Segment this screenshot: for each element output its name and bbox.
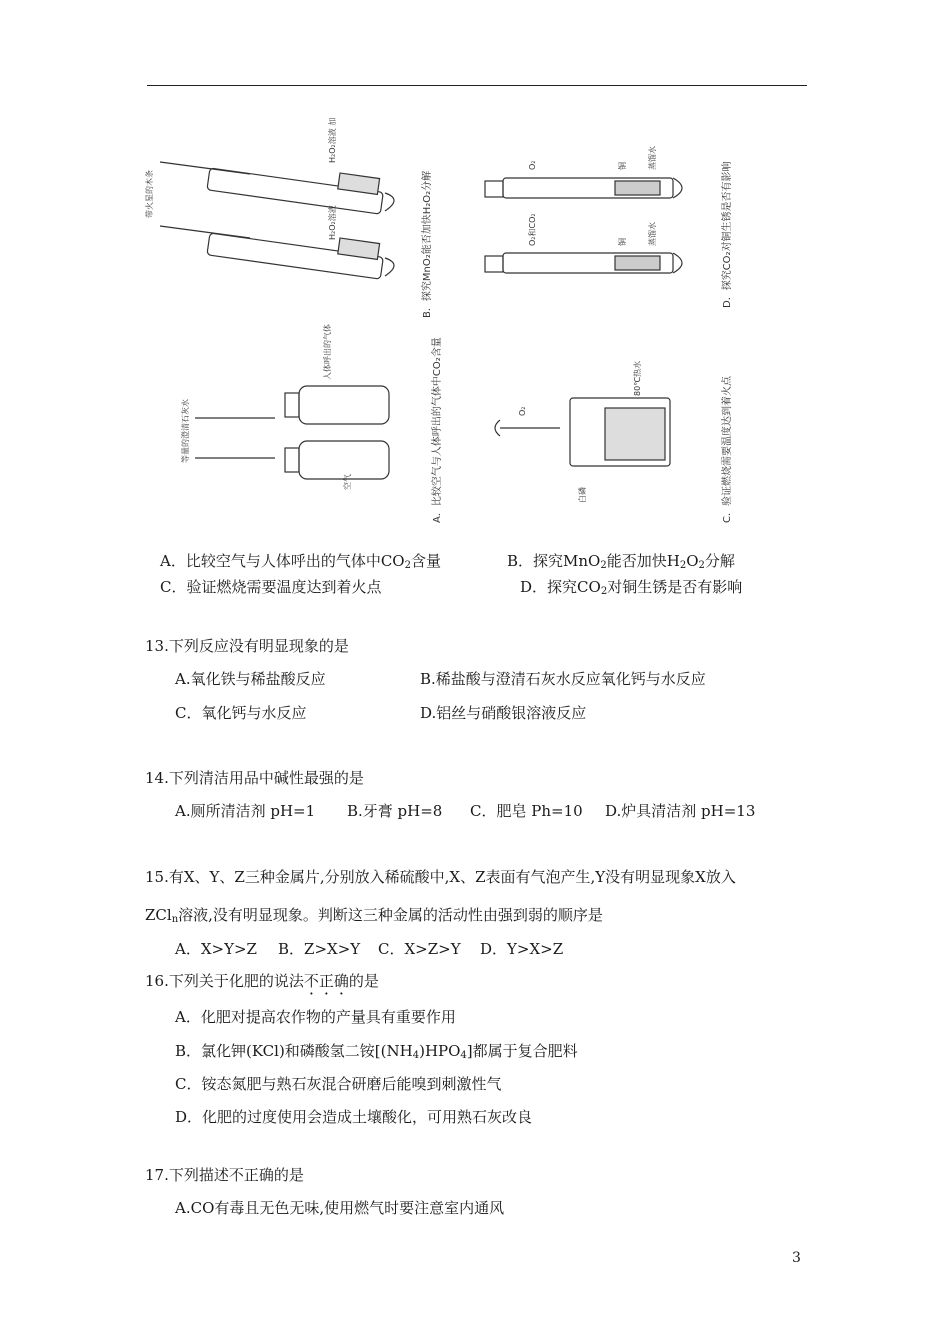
experiment-figure-drawing bbox=[140, 118, 740, 533]
q14-option-b: B.牙膏 pH=8 bbox=[347, 802, 443, 820]
figure-d-label-water-top: 蒸馏水 bbox=[648, 146, 657, 170]
q13-stem: 13.下列反应没有明显现象的是 bbox=[145, 637, 349, 655]
q15-option-d: D．Y>X>Z bbox=[480, 940, 564, 958]
q17-stem: 17.下列描述不正确的是 bbox=[145, 1166, 304, 1184]
figure-d-label-o2: O₂ bbox=[528, 160, 537, 170]
figure-c-label-white-p: 白磷 bbox=[578, 487, 587, 503]
emphasis-dot-3: 确 bbox=[333, 972, 349, 990]
figure-b-caption: B．探究MnO₂能否加快H₂O₂分解 bbox=[422, 170, 433, 318]
header-rule bbox=[147, 85, 807, 86]
q12-option-a: A．比较空气与人体呼出的气体中$CO_2$含量 bbox=[160, 552, 441, 571]
page-number: 3 bbox=[792, 1250, 801, 1266]
figure-b-label-splint: 带火星的木条 bbox=[145, 170, 154, 218]
q17-option-a: A.CO有毒且无色无味,使用燃气时要注意室内通风 bbox=[175, 1199, 505, 1217]
q15-stem-line2: ZCl$_n$溶液,没有明显现象。判断这三种金属的活动性由强到弱的顺序是 bbox=[145, 906, 603, 925]
figure-a-caption: A．比较空气与人体呼出的气体中CO₂含量 bbox=[432, 337, 443, 523]
q13-option-b: B.稀盐酸与澄清石灰水反应氧化钙与水反应 bbox=[420, 670, 706, 688]
q12-option-c: C．验证燃烧需要温度达到着火点 bbox=[160, 578, 382, 596]
figure-b-label-top: H₂O₂溶液 加MnO₂ bbox=[328, 118, 337, 163]
q14-option-c: C．肥皂 Ph=10 bbox=[470, 802, 583, 820]
figure-c-label-hot-water: 80℃热水 bbox=[633, 360, 642, 396]
q16-option-d: D．化肥的过度使用会造成土壤酸化，可用熟石灰改良 bbox=[175, 1108, 533, 1126]
q15-option-a: A．X>Y>Z bbox=[175, 940, 257, 958]
q16-option-b: B．氯化钾(KCl)和磷酸氢二铵$[(NH_4)HPO_4]$都属于复合肥料 bbox=[175, 1042, 578, 1061]
figure-a-label-bottom: 空气 bbox=[343, 474, 352, 490]
figure-c-caption: C．验证燃烧需要温度达到着火点 bbox=[722, 376, 733, 523]
figure-c-label-o2: O₂ bbox=[518, 406, 527, 416]
q13-option-a: A.氧化铁与稀盐酸反应 bbox=[175, 670, 326, 688]
figure-a-label-top: 人体呼出的气体 bbox=[323, 324, 332, 380]
q14-option-a: A.厕所清洁剂 pH=1 bbox=[175, 802, 316, 820]
emphasis-dot-1: 不 bbox=[303, 972, 319, 990]
q12-option-d: D．探究$CO_2$对铜生锈是否有影响 bbox=[520, 578, 743, 597]
figure-d-caption: D．探究CO₂对铜生锈是否有影响 bbox=[722, 161, 733, 308]
q16-stem: 16.下列关于化肥的说法不正确的是 bbox=[145, 972, 379, 990]
q13-option-c: C．氧化钙与水反应 bbox=[175, 704, 307, 722]
q14-option-d: D.炉具清洁剂 pH=13 bbox=[605, 802, 756, 820]
figure-d-label-water-bottom: 蒸馏水 bbox=[648, 222, 657, 246]
experiment-figure bbox=[140, 118, 740, 533]
q15-stem-line1: 15.有X、Y、Z三种金属片,分别放入稀硫酸中,X、Z表面有气泡产生,Y没有明显现象X放入 bbox=[145, 868, 736, 886]
figure-d-label-copper-top: 铜 bbox=[618, 162, 627, 170]
figure-d-label-copper-bottom: 铜 bbox=[618, 238, 627, 246]
q16-option-a: A．化肥对提高农作物的产量具有重要作用 bbox=[175, 1008, 456, 1026]
figure-d-label-o2-co2: O₂和CO₂ bbox=[528, 213, 537, 246]
q16-option-c: C．铵态氮肥与熟石灰混合研磨后能嗅到刺激性气 bbox=[175, 1075, 502, 1093]
emphasis-dot-2: 正 bbox=[318, 972, 334, 990]
figure-b-label-bottom: H₂O₂溶液 bbox=[328, 205, 337, 240]
q12-option-b: B．探究MnO$_2$能否加快$H_2O_2$分解 bbox=[507, 552, 735, 571]
q15-option-b: B．Z>X>Y bbox=[278, 940, 361, 958]
figure-a-bottles bbox=[195, 386, 389, 479]
q15-option-c: C．X>Z>Y bbox=[378, 940, 461, 958]
figure-b-tubes bbox=[160, 162, 394, 279]
q13-option-d: D.铝丝与硝酸银溶液反应 bbox=[420, 704, 587, 722]
figure-a-label-drops: 等量的澄清石灰水 bbox=[181, 399, 190, 463]
q14-stem: 14.下列清洁用品中碱性最强的是 bbox=[145, 769, 364, 787]
